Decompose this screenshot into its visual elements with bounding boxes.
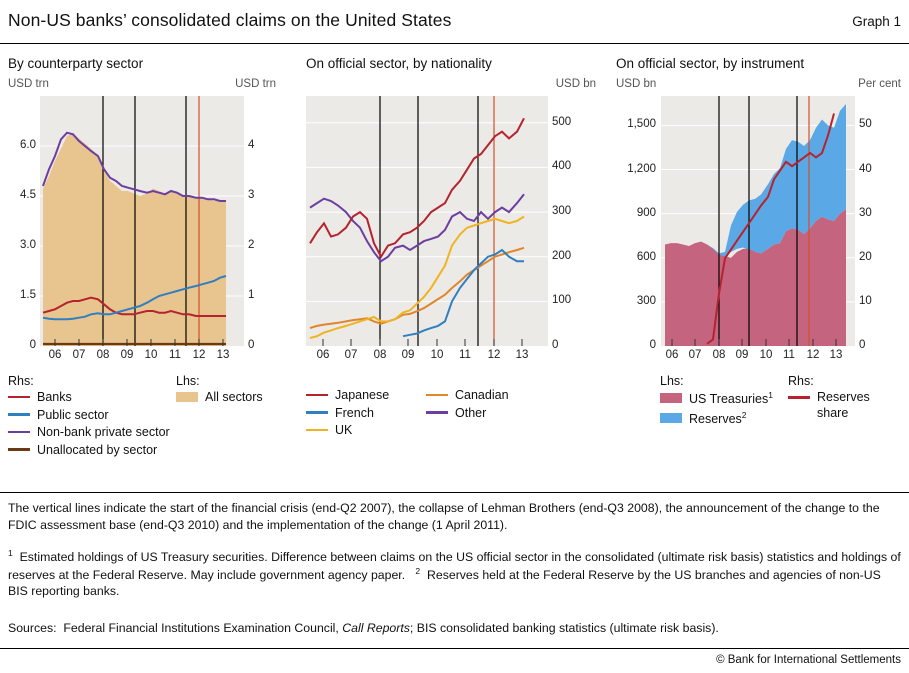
us-treasuries-swatch: [660, 393, 682, 403]
canadian-label: Canadian: [455, 388, 509, 402]
panel1-legend: [8, 374, 276, 460]
panel2-ytick-1: 100: [552, 294, 572, 306]
panel3-ytick-right-0: 0: [859, 339, 866, 351]
french-swatch: [306, 411, 328, 414]
reserves-share-label: Reserves share: [817, 390, 870, 420]
uk-label: UK: [335, 423, 353, 437]
unallocated-swatch: [8, 448, 30, 451]
panel2-legend: [306, 388, 596, 441]
panel3-ytick-left-2: 600: [636, 251, 656, 263]
footer-rule-bottom: [0, 648, 909, 649]
japanese-label: Japanese: [335, 388, 390, 402]
panel2-ytick-3: 300: [552, 205, 572, 217]
banks-label: Banks: [37, 390, 72, 404]
panel-by-nationality: [306, 56, 596, 437]
footnote-2-text: Reserves held at the Federal Reserve by the US branches and agencies of non-US BIS reporting banks.: [8, 567, 881, 599]
public-sector-swatch: [8, 413, 30, 416]
reserves-share-swatch: [788, 396, 810, 399]
panel3-ytick-right-3: 30: [859, 207, 872, 219]
panel2-xtick-1: 07: [344, 349, 358, 361]
note-vertical-lines-text: The vertical lines indicate the start of the financial crisis (end-Q2 2007), the collapse of Lehman Brothers (end-Q3 2008), the announcement of the change to the FDIC assessment base (end-Q3 2010) and the implementation of the change (1 April 2011).: [8, 501, 880, 532]
panel3-xtick-0: 06: [665, 349, 679, 361]
panel1-right-unit: USD trn: [235, 78, 276, 90]
panel3-legend-right-head: Rhs:: [788, 374, 814, 388]
canadian-swatch: [426, 394, 448, 397]
panel2-xtick-2: 08: [373, 349, 387, 361]
legend-item-reserves: [660, 410, 788, 426]
panel3-ytick-left-1: 300: [636, 295, 656, 307]
reserves-footnote-marker: 2: [741, 409, 747, 420]
panel1-ytick-right-1: 1: [248, 289, 255, 301]
panel2-line-japanese: [310, 118, 524, 256]
legend-item-us-treasuries: [660, 390, 788, 406]
panel2-title: On official sector, by nationality: [306, 56, 492, 71]
panel3-xtick-4: 10: [759, 349, 773, 361]
panel1-xtick-6: 12: [192, 349, 206, 361]
legend-item-japanese: [306, 388, 426, 402]
panel3-xtick-2: 08: [712, 349, 726, 361]
panel3-ytick-left-3: 900: [636, 207, 656, 219]
french-label: French: [335, 405, 374, 420]
panel3-xtick-5: 11: [783, 349, 795, 361]
page-header: [0, 0, 909, 44]
us-treasuries-footnote-marker: 1: [768, 390, 773, 400]
panel1-ytick-right-2: 2: [248, 239, 255, 251]
note-vertical-lines: [8, 500, 901, 533]
panel3-xtick-3: 09: [735, 349, 749, 361]
panel2-xtick-5: 11: [459, 349, 471, 361]
note-footnotes: [8, 548, 901, 600]
legend-item-all-sectors: [176, 390, 276, 404]
panel3-ytick-left-4: 1,200: [627, 163, 656, 175]
unallocated-label: Unallocated by sector: [37, 442, 158, 457]
all-sectors-swatch: [176, 392, 198, 402]
banks-swatch: [8, 396, 30, 399]
non-bank-private-swatch: [8, 431, 30, 434]
panel2-svg: [306, 96, 548, 346]
legend-item-banks: [8, 390, 176, 404]
panel1-xtick-4: 10: [144, 349, 158, 361]
footnote-1-marker: 1: [8, 548, 13, 558]
panel1-ytick-left-4: 6.0: [20, 139, 36, 151]
panel1-ytick-right-4: 4: [248, 139, 255, 151]
legend-item-reserves-share: [788, 390, 905, 421]
legend-item-canadian: [426, 388, 556, 402]
non-bank-private-label: Non-bank private sector: [37, 425, 170, 439]
panel2-xticks: [323, 339, 522, 346]
note-sources: [8, 620, 901, 637]
panel1-ytick-right-3: 3: [248, 189, 255, 201]
panel1-ytick-right-0: 0: [248, 339, 255, 351]
panel2-event-lines: [380, 96, 494, 346]
panel3-ytick-left-0: 0: [649, 339, 656, 351]
panel2-xtick-3: 09: [401, 349, 415, 361]
panel3-xtick-1: 07: [688, 349, 702, 361]
panel1-legend-right-head: Lhs:: [176, 374, 200, 388]
page-title: Non-US banks’ consolidated claims on the United States: [8, 10, 452, 30]
panel2-ytick-4: 400: [552, 160, 572, 172]
panel1-ytick-left-2: 3.0: [20, 239, 36, 251]
panel1-ytick-left-0: 0: [29, 339, 36, 351]
all-sectors-label: All sectors: [205, 390, 263, 404]
panel2-ytick-2: 200: [552, 250, 572, 262]
panel3-ytick-right-4: 40: [859, 163, 872, 175]
reserves-label: Reserves: [689, 411, 742, 426]
graph-number: Graph 1: [852, 14, 901, 29]
footnote-1-text: Estimated holdings of US Treasury securities. Difference between claims on the US official sector in the consolidated (ultimate risk basis) statistics and holdings of reserves at the Federal Reserve. May include government agency paper.: [8, 550, 901, 582]
panel1-plot: [40, 96, 244, 346]
panel3-legend-left-head: Lhs:: [660, 374, 684, 388]
legend-item-unallocated: [8, 443, 176, 457]
panel3-xtick-6: 12: [806, 349, 820, 361]
panel3-right-unit: Per cent: [858, 78, 901, 90]
panel3-plot: [661, 96, 855, 346]
footer-rule-top: [0, 492, 909, 493]
panel-by-instrument: [616, 56, 901, 426]
panel2-xtick-6: 12: [487, 349, 501, 361]
panel1-xtick-0: 06: [48, 349, 62, 361]
panel1-left-unit: USD trn: [8, 78, 49, 90]
reserves-swatch: [660, 413, 682, 423]
panel3-ytick-right-2: 20: [859, 251, 872, 263]
panel3-left-unit: USD bn: [616, 78, 657, 90]
panel2-xtick-4: 10: [430, 349, 444, 361]
panel2-ytick-5: 500: [552, 116, 572, 128]
panel2-line-french: [403, 250, 524, 336]
panel2-ytick-0: 0: [552, 339, 559, 351]
panel1-ytick-left-3: 4.5: [20, 189, 36, 201]
other-label: Other: [455, 405, 487, 420]
panel1-xtick-2: 08: [96, 349, 110, 361]
panel1-xtick-3: 09: [120, 349, 134, 361]
us-treasuries-label: US Treasuries: [689, 392, 769, 407]
sources-text-post: ; BIS consolidated banking statistics (ultimate risk basis).: [409, 621, 719, 635]
panel1-ytick-left-1: 1.5: [20, 289, 36, 301]
other-swatch: [426, 411, 448, 414]
legend-item-non-bank-private: [8, 425, 176, 439]
panel3-legend: [660, 374, 905, 429]
panel3-ytick-right-5: 50: [859, 118, 872, 130]
panel2-xtick-7: 13: [515, 349, 529, 361]
sources-text-pre: Federal Financial Institutions Examination Council,: [63, 621, 343, 635]
sources-label: Sources:: [8, 621, 57, 635]
panel-by-counterparty-sector: [8, 56, 276, 457]
panel2-right-unit: USD bn: [555, 78, 596, 90]
legend-item-uk: [306, 423, 426, 437]
panel2-line-uk: [310, 217, 524, 339]
panel3-title: On official sector, by instrument: [616, 56, 805, 71]
panel1-xtick-7: 13: [216, 349, 230, 361]
uk-swatch: [306, 429, 328, 432]
public-sector-label: Public sector: [37, 407, 109, 422]
legend-item-french: [306, 406, 426, 420]
panel3-svg: [661, 96, 855, 346]
legend-item-public-sector: [8, 408, 176, 422]
panel1-xtick-1: 07: [72, 349, 86, 361]
panel3-xtick-7: 13: [829, 349, 843, 361]
panel1-xtick-5: 11: [169, 349, 181, 361]
sources-call-reports: Call Reports: [342, 621, 410, 635]
panel2-plot: [306, 96, 548, 346]
panel2-xtick-0: 06: [316, 349, 330, 361]
panel3-ytick-right-1: 10: [859, 295, 872, 307]
panel3-ytick-left-5: 1,500: [627, 118, 656, 130]
legend-item-other: [426, 406, 556, 420]
copyright: © Bank for International Settlements: [716, 654, 901, 666]
panel2-line-canadian: [310, 248, 524, 328]
panel1-legend-left-head: Rhs:: [8, 374, 34, 388]
footnote-2-marker: 2: [415, 565, 421, 576]
japanese-swatch: [306, 394, 328, 397]
panel1-title: By counterparty sector: [8, 56, 144, 71]
panel1-svg: [40, 96, 244, 346]
